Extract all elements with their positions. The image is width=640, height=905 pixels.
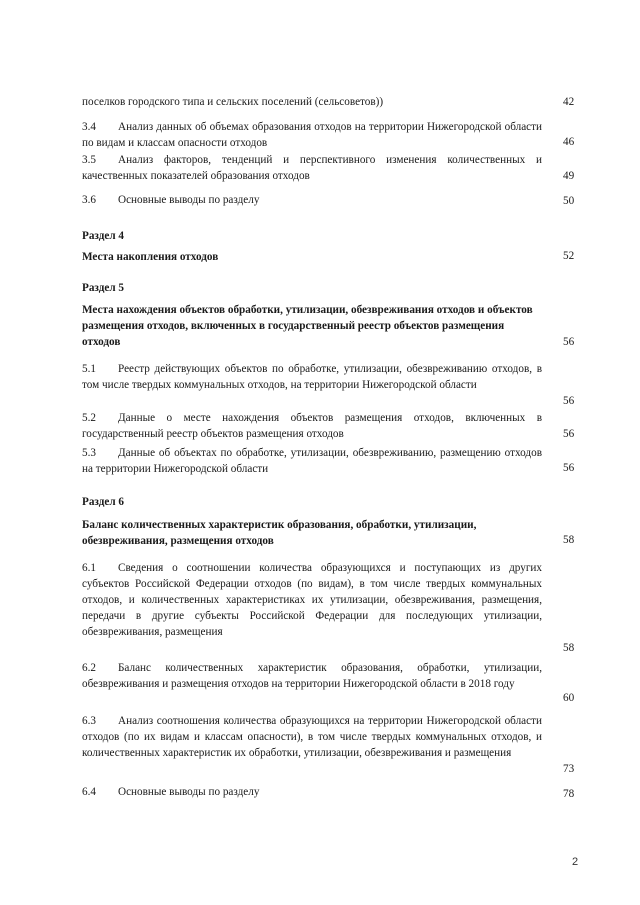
toc-page-number: 56	[563, 395, 575, 407]
toc-entry-6-4	[82, 784, 542, 800]
toc-page-number: 78	[563, 788, 575, 800]
toc-entry-number: 3.4	[82, 121, 96, 133]
toc-entry-5-2	[82, 410, 542, 442]
toc-entry-3-6	[82, 192, 542, 208]
section-6-title: Баланс количественных характеристик образования, обработки, утилизации, обезвреживания, размещения отходов	[82, 519, 477, 547]
toc-entry-5-1	[82, 361, 542, 393]
toc-entry-3-5	[82, 152, 542, 184]
toc-page-number: 56	[563, 336, 575, 348]
section-6-label: Раздел 6	[82, 496, 125, 508]
section-5-title: Места нахождения объектов обработки, утилизации, обезвреживания отходов и объектов размещения отходов, включенных в государственный реестр объектов размещения отходов	[82, 304, 533, 348]
toc-entry-number: 5.3	[82, 447, 96, 459]
page-number: 2	[572, 856, 579, 868]
toc-entry-5-3	[82, 445, 542, 477]
toc-entry-text: Реестр действующих объектов по обработке, утилизации, обезвреживанию отходов, в том числе твердых коммунальных отходов, на территории Нижегородской области	[82, 363, 542, 391]
toc-page-number: 56	[563, 462, 575, 474]
section-4-label: Раздел 4	[82, 230, 125, 242]
toc-entry-number: 6.2	[82, 662, 96, 674]
toc-page-number: 52	[563, 250, 575, 262]
toc-entry-3-4	[82, 119, 542, 151]
toc-entry-6-3	[82, 713, 542, 761]
toc-entry-number: 3.5	[82, 154, 96, 166]
toc-entry-text: Баланс количественных характеристик образования, обработки, утилизации, обезвреживания и размещения отходов на территории Нижегородской области в 2018 году	[82, 662, 542, 690]
toc-entry-text: Данные о месте нахождения объектов размещения отходов, включенных в государственный реестр объектов размещения отходов	[82, 412, 542, 440]
toc-page-number: 73	[563, 763, 575, 775]
toc-entry-number: 6.4	[82, 786, 96, 798]
section-5-label: Раздел 5	[82, 282, 125, 294]
toc-entry-text: Основные выводы по разделу	[118, 194, 260, 206]
toc-entry-number: 5.1	[82, 363, 96, 375]
toc-entry-text: Анализ факторов, тенденций и перспективного изменения количественных и качественных показателей образования отходов	[82, 154, 542, 182]
toc-entry-number: 5.2	[82, 412, 96, 424]
toc-entry-text: Сведения о соотношении количества образующихся и поступающих из других субъектов Российской Федерации отходов (по видам), в том числе твердых коммунальных отходов, и количественных характеристиках их утилизации, обезвреживания, размещения, передачи в другие субъекты Российской Федерации для последующих утилизации, обезвреживания, размещения	[82, 562, 542, 638]
toc-page-number: 60	[563, 692, 575, 704]
toc-page-number: 58	[563, 534, 575, 546]
toc-entry-number: 3.6	[82, 194, 96, 206]
toc-entry-text: Анализ данных об объемах образования отходов на территории Нижегородской области по видам и классам опасности отходов	[82, 121, 542, 149]
toc-entry-continuation	[82, 94, 542, 110]
section-4-title: Места накопления отходов	[82, 251, 219, 263]
toc-page-number: 50	[563, 195, 575, 207]
toc-entry-number: 6.3	[82, 715, 96, 727]
toc-entry-text: Данные об объектах по обработке, утилизации, обезвреживанию, размещению отходов на территории Нижегородской области	[82, 447, 542, 475]
toc-page-number: 42	[563, 96, 575, 108]
toc-page-number: 49	[563, 170, 575, 182]
toc-page-number: 58	[563, 642, 575, 654]
toc-page-number: 46	[563, 136, 575, 148]
toc-entry-6-1	[82, 560, 542, 640]
toc-page-number: 56	[563, 428, 575, 440]
toc-entry-number: 6.1	[82, 562, 96, 574]
toc-entry-6-2	[82, 660, 542, 692]
toc-entry-text: Анализ соотношения количества образующихся на территории Нижегородской области отходов (по их видам и классам опасности), в том числе твердых коммунальных отходов, и количественных характеристик их обработки, утилизации, обезвреживания и размещения	[82, 715, 542, 759]
toc-entry-text: поселков городского типа и сельских поселений (сельсоветов))	[82, 96, 384, 108]
toc-entry-text: Основные выводы по разделу	[118, 786, 260, 798]
